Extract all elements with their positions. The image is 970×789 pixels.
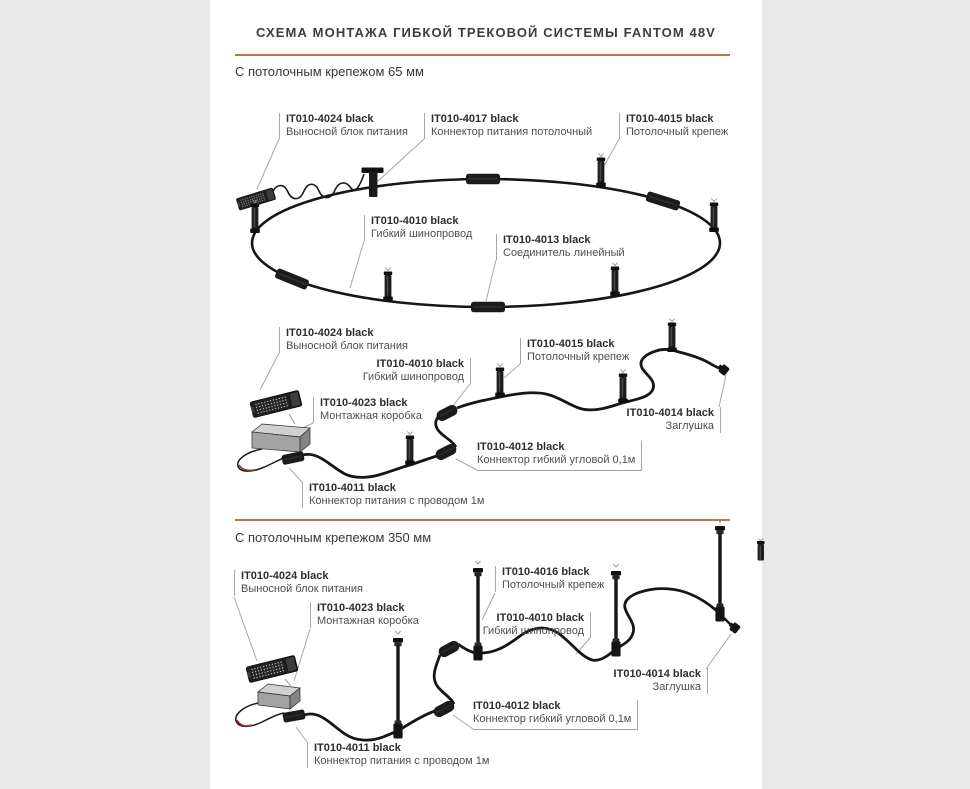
part-label-it010-4023 [310,602,419,628]
part-desc: Соединитель линейный [503,247,625,259]
part-desc: Коннектор гибкий угловой 0,1м [477,454,636,466]
part-label-it010-4023 [313,397,422,423]
part-label-it010-4024 [234,570,363,596]
part-desc: Заглушка [652,681,701,693]
accent-divider [235,54,730,56]
part-code: IT010-4011 black [309,482,396,494]
part-label-it010-4010 [363,358,471,384]
part-label-it010-4024 [279,113,408,139]
part-code: IT010-4010 black [371,215,459,227]
part-code: IT010-4023 black [320,397,408,409]
part-desc: Заглушка [665,420,714,432]
part-desc: Коннектор гибкий угловой 0,1м [473,713,632,725]
part-label-it010-4014 [614,668,708,694]
part-label-it010-4011 [307,742,489,768]
part-desc: Монтажная коробка [320,410,422,422]
part-label-it010-4013 [496,234,625,260]
part-desc: Монтажная коробка [317,615,419,627]
accent-divider [235,519,730,521]
section-heading-350mm: С потолочным крепежом 350 мм [235,530,432,545]
part-code: IT010-4014 black [626,407,714,419]
part-code: IT010-4013 black [503,234,591,246]
part-code: IT010-4015 black [626,113,714,125]
part-code: IT010-4024 black [286,327,374,339]
part-code: IT010-4024 black [286,113,374,125]
part-label-it010-4017 [424,113,592,139]
part-label-it010-4012 [477,441,642,471]
part-code: IT010-4010 black [496,612,584,624]
part-label-it010-4015 [619,113,728,139]
part-label-it010-4015 [520,338,629,364]
part-desc: Коннектор питания с проводом 1м [314,755,490,767]
part-desc: Выносной блок питания [286,126,408,138]
part-label-it010-4010 [483,612,591,638]
part-code: IT010-4014 black [613,668,701,680]
part-code: IT010-4017 black [431,113,519,125]
part-desc: Потолочный крепеж [626,126,729,138]
part-label-it010-4016 [495,566,604,592]
part-desc: Гибкий шинопровод [362,371,464,383]
part-desc: Выносной блок питания [241,583,363,595]
part-code: IT010-4011 black [314,742,401,754]
part-label-it010-4014 [627,407,721,433]
part-label-it010-4012 [473,700,638,730]
part-desc: Гибкий шинопровод [482,625,584,637]
section-heading-65mm: С потолочным крепежом 65 мм [235,64,424,79]
part-code: IT010-4012 black [473,700,561,712]
part-label-it010-4010 [364,215,472,241]
page-title: СХЕМА МОНТАЖА ГИБКОЙ ТРЕКОВОЙ СИСТЕМЫ FANTOM 48V [256,25,716,40]
part-desc: Коннектор питания с проводом 1м [309,495,485,507]
part-label-it010-4024 [279,327,408,353]
part-desc: Потолочный крепеж [527,351,630,363]
part-code: IT010-4023 black [317,602,405,614]
part-desc: Выносной блок питания [286,340,408,352]
part-desc: Коннектор питания потолочный [431,126,593,138]
part-label-it010-4011 [302,482,484,508]
part-desc: Потолочный крепеж [502,579,605,591]
part-desc: Гибкий шинопровод [371,228,473,240]
part-code: IT010-4012 black [477,441,565,453]
part-code: IT010-4024 black [241,570,329,582]
part-code: IT010-4015 black [527,338,615,350]
part-code: IT010-4016 black [502,566,590,578]
part-code: IT010-4010 black [376,358,464,370]
